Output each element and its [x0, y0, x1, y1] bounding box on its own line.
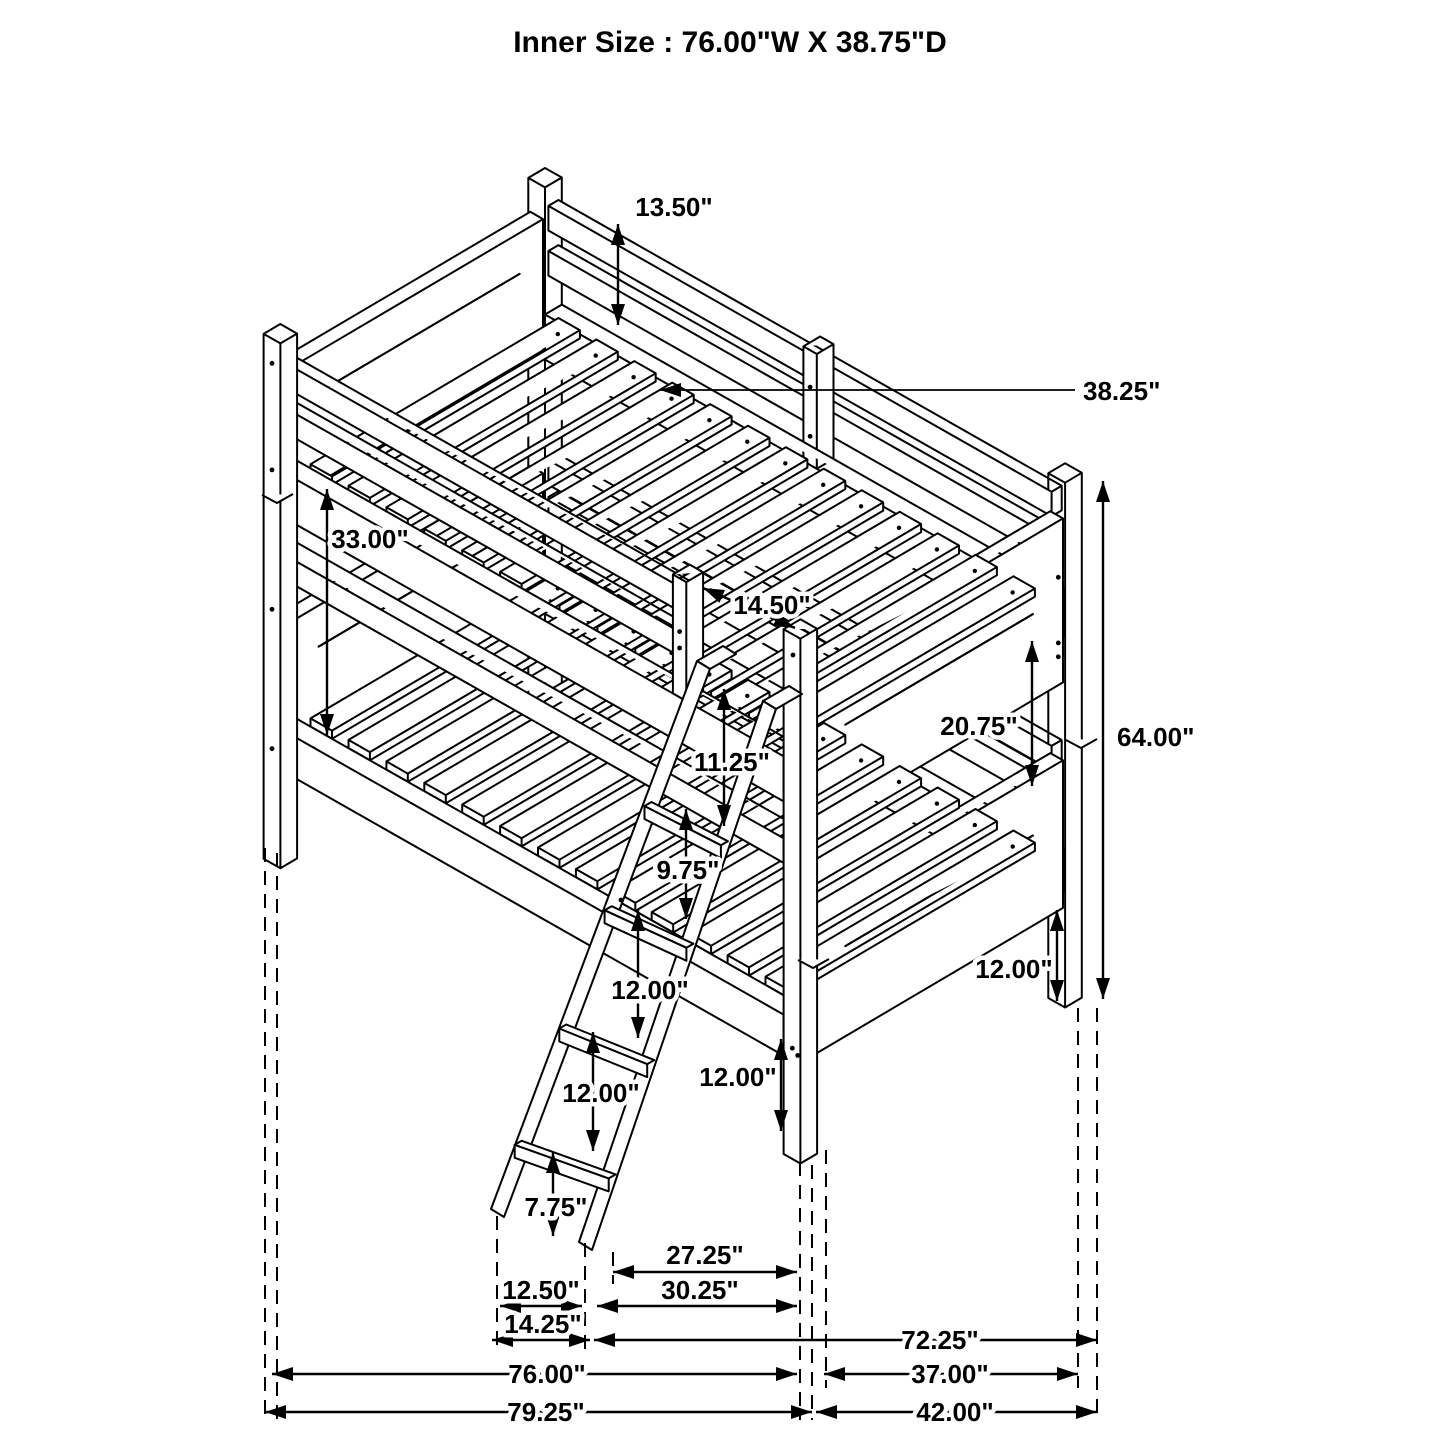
bed-line-art — [262, 168, 1097, 1250]
dim-label-footboard-panel-height: 20.75" — [940, 711, 1018, 741]
dim-label-leg-clearance: 12.00" — [699, 1062, 777, 1092]
dim-label-guard-rail-height: 13.50" — [635, 192, 713, 222]
dim-label-lower-frame-length: 72.25" — [901, 1325, 979, 1355]
dim-label-overall-height: 64.00" — [1117, 722, 1195, 752]
diagram-title: Inner Size : 76.00"W X 38.75"D — [513, 26, 947, 59]
dim-label-overall-length: 79.25" — [507, 1397, 585, 1427]
dim-label-inner-depth-span: 37.00" — [911, 1359, 989, 1389]
dim-label-step-gap-3: 12.00" — [562, 1078, 640, 1108]
dim-label-bunk-clearance: 33.00" — [331, 524, 409, 554]
dim-label-slat-length: 38.25" — [1083, 376, 1161, 406]
dim-label-bottom-step-height: 7.75" — [524, 1192, 588, 1222]
dim-label-ladder-outer-width: 14.25" — [504, 1309, 582, 1339]
dim-label-ladder-inner-width: 12.50" — [502, 1275, 580, 1305]
dim-label-ladder-inner-span: 27.25" — [666, 1240, 744, 1270]
dim-label-upper-rail-depth: 14.50" — [733, 590, 811, 620]
dim-label-ladder-outer-span: 30.25" — [661, 1275, 739, 1305]
dim-label-overall-depth: 42.00" — [916, 1397, 994, 1427]
dim-label-step-gap-1: 9.75" — [656, 855, 720, 885]
dim-label-step-gap-2: 12.00" — [611, 975, 689, 1005]
dim-label-footboard-leg-height: 12.00" — [975, 954, 1053, 984]
dim-label-inner-length: 76.00" — [508, 1359, 586, 1389]
dim-label-ladder-top-step-gap: 11.25" — [694, 747, 770, 777]
